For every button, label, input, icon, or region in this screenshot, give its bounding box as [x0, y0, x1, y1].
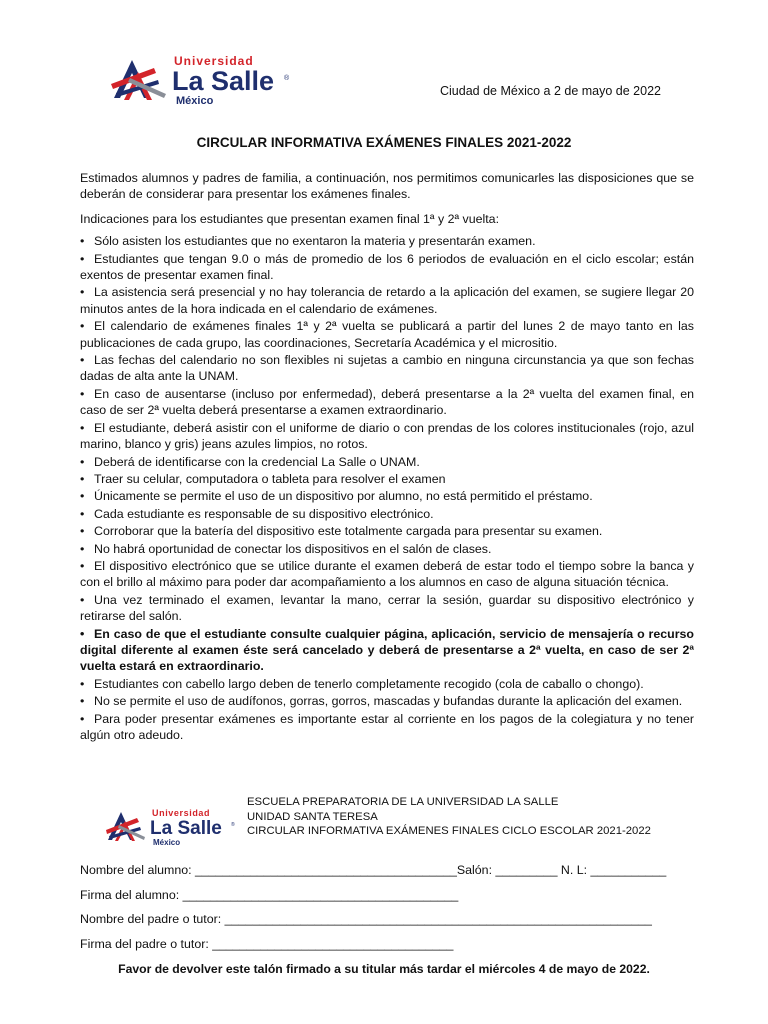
- indications-heading: Indicaciones para los estudiantes que presentan examen final 1ª y 2ª vuelta:: [80, 211, 500, 226]
- list-item-text: Corroborar que la batería del dispositivo este totalmente cargada para presentar su examen.: [94, 524, 603, 539]
- bullet-icon: •: [80, 711, 85, 726]
- list-item-text: Estudiantes que tengan 9.0 o más de promedio de los 6 periodos de evaluación en el ciclo escolar; están exentos de presentar examen final.: [80, 251, 694, 283]
- list-item: [80, 352, 694, 385]
- bullet-icon: •: [80, 420, 85, 435]
- list-item: [80, 420, 694, 453]
- list-item: [80, 592, 694, 625]
- guardian-signature-field: Firma del padre o tutor: ___________________________________: [80, 937, 454, 951]
- list-item-text: La asistencia será presencial y no hay tolerancia de retardo a la aplicación del examen, se sugiere llegar 20 minutos antes de la hora indicada en el calendario de exámenes.: [80, 285, 694, 316]
- bullet-icon: •: [80, 353, 85, 368]
- bullet-icon: •: [80, 471, 85, 486]
- list-item: [80, 693, 694, 709]
- bullet-icon: •: [80, 489, 85, 504]
- guardian-name-field: Nombre del padre o tutor: ______________________________________________________________: [80, 912, 652, 926]
- student-name-field: Nombre del alumno: ______________________________________Salón: _________ N. L: ___________: [80, 863, 667, 877]
- bullet-icon: •: [80, 319, 85, 334]
- bullet-icon: •: [80, 694, 85, 709]
- bullet-icon: •: [80, 506, 85, 521]
- bullet-icon: •: [80, 626, 85, 641]
- logo-brand-name: La Salle: [150, 818, 222, 839]
- list-item-text: Traer su celular, computadora o tableta para resolver el examen: [94, 471, 446, 486]
- circular-body: [80, 170, 694, 743]
- list-item-text: En caso de ausentarse (incluso por enfermedad), deberá presentarse a la 2ª vuelta del examen final, en caso de ser 2ª vuelta deberá presentarse a examen extraordinario.: [80, 386, 694, 418]
- la-salle-logo: [108, 38, 296, 122]
- list-item-text: El calendario de exámenes finales 1ª y 2ª vuelta se publicará a partir del lunes 2 de mayo tanto en las publicaciones de cada grupo, las coordinaciones, Secretaría Académica y el micrositio.: [80, 319, 694, 350]
- list-item-text: No habrá oportunidad de conectar los dispositivos en el salón de clases.: [94, 541, 492, 556]
- list-item: [80, 284, 694, 317]
- bullet-icon: •: [80, 285, 85, 300]
- list-item-text: Las fechas del calendario no son flexibles ni sujetas a cambio en ninguna circunstancia ya que son fechas dadas de alta ante la UNAM.: [80, 353, 694, 384]
- circular-title: CIRCULAR INFORMATIVA EXÁMENES FINALES 2021-2022: [196, 135, 572, 150]
- list-item: [80, 711, 694, 744]
- list-item-text: Para poder presentar exámenes es importante estar al corriente en los pagos de la colegiatura y no tener algún otro adeudo.: [80, 711, 694, 742]
- logo-brand-name: La Salle: [172, 66, 275, 96]
- list-item-important: [80, 626, 694, 675]
- logo-university-word: Universidad: [152, 808, 211, 818]
- bullet-icon: •: [80, 676, 85, 691]
- bullet-icon: •: [80, 558, 85, 573]
- bullet-icon: •: [80, 251, 85, 266]
- list-item: [80, 471, 694, 487]
- bullet-icon: •: [80, 454, 85, 469]
- logo-country: México: [153, 838, 181, 847]
- list-item-text: El estudiante, deberá asistir con el uniforme de diario o con prendas de los colores institucionales (rojo, azul marino, blanco y gris) jeans azules limpios, no rotos.: [80, 420, 694, 452]
- list-item: [80, 523, 694, 539]
- logo-university-word: Universidad: [174, 54, 254, 68]
- date-line: Ciudad de México a 2 de mayo de 2022: [440, 84, 661, 98]
- list-item-text: Cada estudiante es responsable de su dispositivo electrónico.: [94, 506, 434, 521]
- la-salle-logo-small: [104, 796, 240, 854]
- registered-mark: ®: [231, 822, 235, 828]
- list-item-text: En caso de que el estudiante consulte cualquier página, aplicación, servicio de mensajería o recurso digital diferente al examen éste será cancelado y deberá de presentarse a 2ª vuelta, en caso de ser 2ª vuelta estará en extraordinario.: [80, 626, 694, 674]
- list-item: [80, 506, 694, 522]
- list-item-text: Deberá de identificarse con la credencial La Salle o UNAM.: [94, 454, 420, 469]
- list-item: [80, 488, 694, 504]
- list-item: [80, 251, 694, 284]
- list-item: [80, 233, 694, 249]
- return-note: Favor de devolver este talón firmado a su titular más tardar el miércoles 4 de mayo de 2022.: [118, 962, 650, 976]
- slip-header: [247, 795, 651, 839]
- bullet-icon: •: [80, 524, 85, 539]
- list-item-text: Una vez terminado el examen, levantar la mano, cerrar la sesión, guardar su dispositivo electrónico y retirarse del salón.: [80, 592, 694, 624]
- list-item: [80, 558, 694, 591]
- slip-school-name: ESCUELA PREPARATORIA DE LA UNIVERSIDAD LA SALLE: [247, 796, 559, 808]
- student-signature-field: Firma del alumno: ________________________________________: [80, 888, 459, 902]
- intro-paragraph: Estimados alumnos y padres de familia, a continuación, nos permitimos comunicarles las disposiciones que se deberán de considerar para presentar los exámenes finales.: [80, 171, 694, 202]
- list-item: [80, 318, 694, 351]
- list-item: [80, 386, 694, 419]
- bullet-icon: •: [80, 386, 85, 401]
- list-item-text: Estudiantes con cabello largo deben de tenerlo completamente recogido (cola de caballo o chongo).: [94, 676, 644, 691]
- indications-list: [80, 233, 694, 743]
- bullet-icon: •: [80, 592, 85, 607]
- slip-circular-name: CIRCULAR INFORMATIVA EXÁMENES FINALES CICLO ESCOLAR 2021-2022: [247, 825, 651, 837]
- list-item-text: No se permite el uso de audífonos, gorras, gorros, mascadas y bufandas durante la aplicación del examen.: [94, 694, 683, 709]
- list-item-text: Únicamente se permite el uso de un dispositivo por alumno, no está permitido el préstamo.: [94, 489, 593, 504]
- list-item-text: Sólo asisten los estudiantes que no exentaron la materia y presentarán examen.: [94, 234, 536, 249]
- list-item: [80, 676, 694, 692]
- list-item: [80, 541, 694, 557]
- list-item: [80, 454, 694, 470]
- slip-unit-name: UNIDAD SANTA TERESA: [247, 810, 378, 823]
- logo-country: México: [176, 95, 214, 107]
- registered-mark: ®: [284, 75, 290, 82]
- list-item-text: El dispositivo electrónico que se utilice durante el examen deberá de estar todo el tiempo sobre la banca y con el brillo al máximo para poder dar acompañamiento a los alumnos en caso de alguna situación técnica.: [80, 558, 694, 590]
- bullet-icon: •: [80, 541, 85, 556]
- bullet-icon: •: [80, 234, 85, 249]
